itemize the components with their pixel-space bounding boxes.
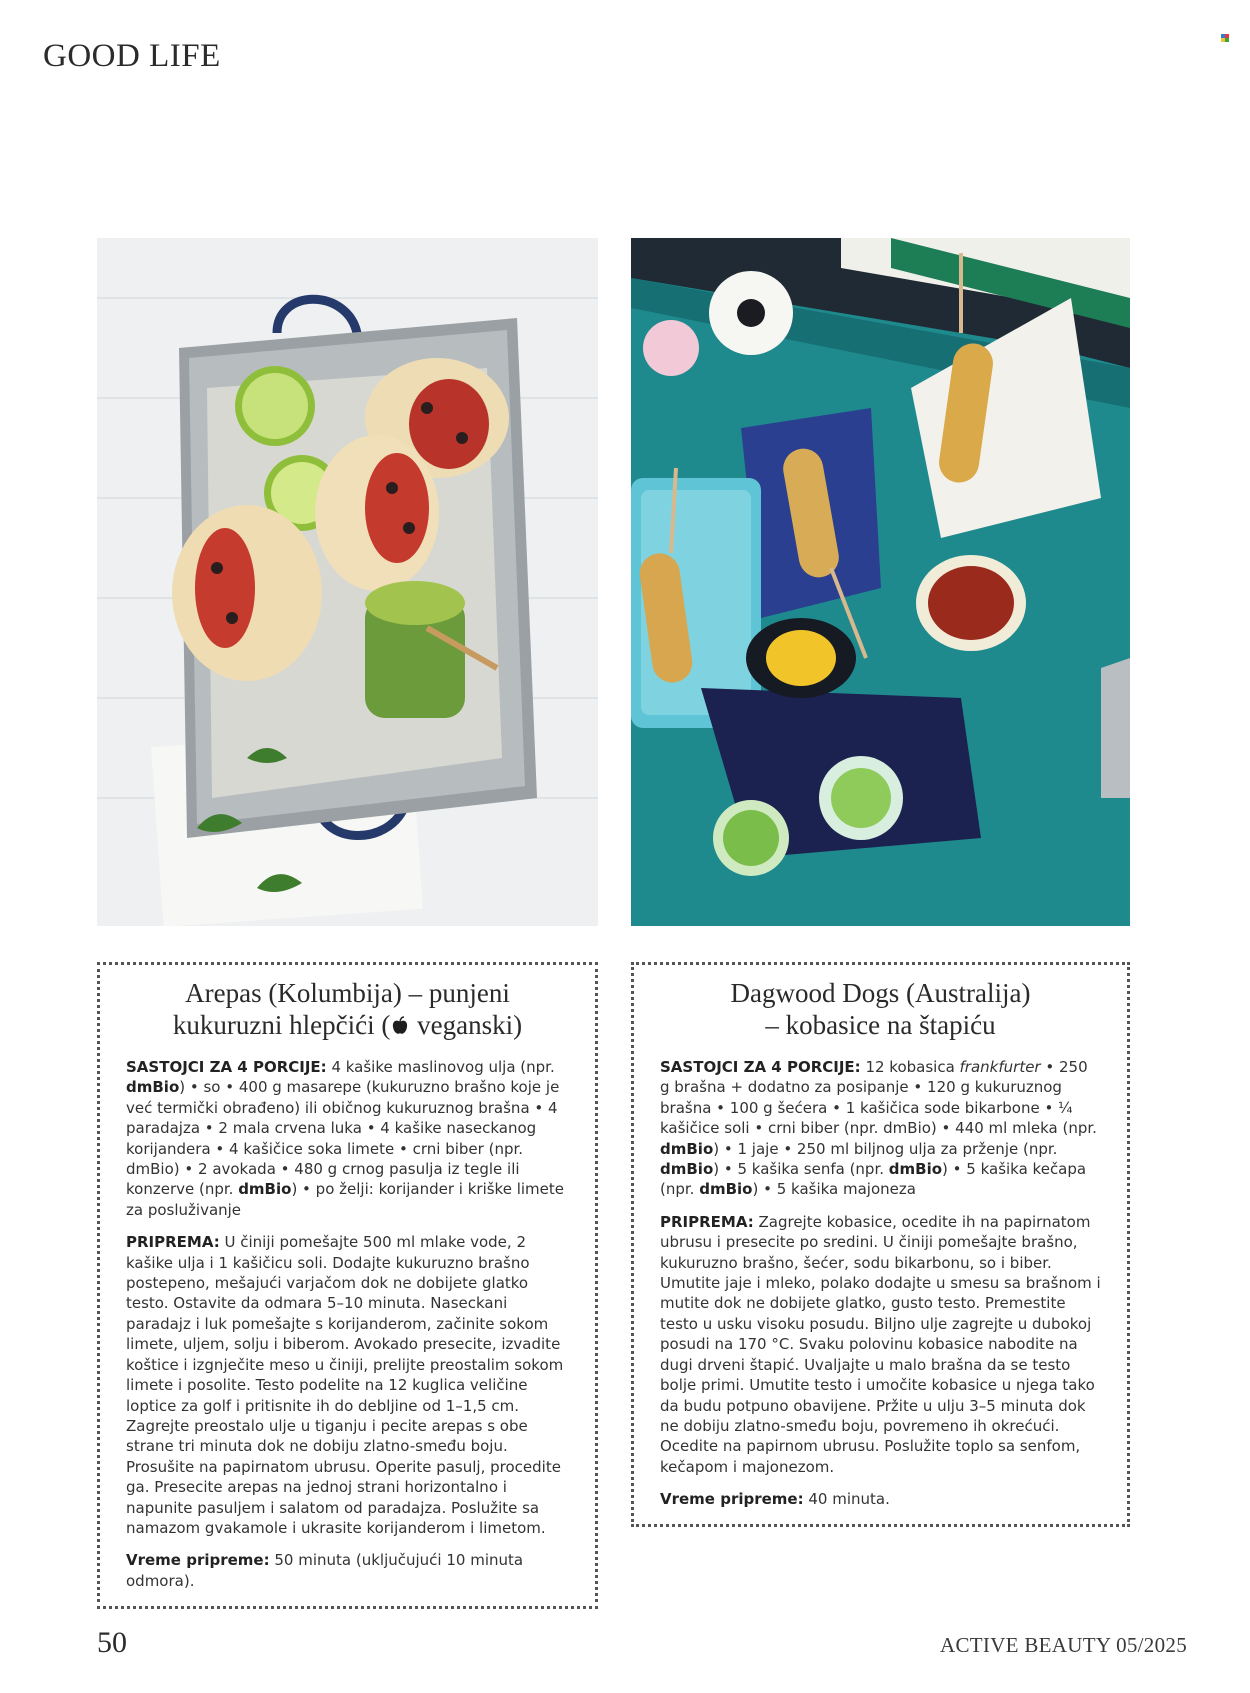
section-title: GOOD LIFE (43, 38, 221, 74)
recipe-title (660, 977, 1101, 1041)
ingredients-paragraph (126, 1057, 569, 1220)
prep-time-text: 50 minuta (uključujući 10 minuta odmora). (126, 1551, 524, 1590)
color-mark-icon (1221, 34, 1229, 42)
preparation-paragraph (660, 1212, 1101, 1477)
ingredients-text: ) • 5 kašika majoneza (752, 1180, 916, 1199)
preparation-paragraph (126, 1232, 569, 1538)
ingredients-text: ) • 1 jaje • 250 ml biljnog ulja za prženje (npr. (713, 1139, 1058, 1158)
preparation-text: U činiji pomešajte 500 ml mlake vode, 2 kašike ulja i 1 kašičicu soli. Dodajte kukuruzno brašno postepeno, mešajući varjačom dok ne dobijete glatko testo. Ostavite da odmara 5–10 minuta. Naseckani paradajz i luk pomešajte s korijanderom, začinite sokom limete, uljem, solju i biberom. Avokado presecite, izvadite koštice i izgnječite meso u činiji, prelijte preostalim sokom limete i posolite. Testo podelite na 12 kuglica veličine loptice za golf i pritisnite ih do debljine od 1–1,5 cm. Zagrejte preostalo ulje u tiganju i pecite arepas s obe strane tri minuta dok ne dobiju zlatno-smeđu boju. Prosušite na papirnatom ubrusu. Operite pasulj, procedite ga. Presecite arepas na jednoj strani horizontalno i napunite pasuljem i salatom od paradajza. Poslužite sa namazom gvakamole i ukrasite korijanderom i limetom. (126, 1233, 564, 1537)
recipe-title (126, 977, 569, 1041)
ingredients-text: ) • 5 kašika senfa (npr. (713, 1160, 889, 1179)
prep-time-text: 40 minuta. (803, 1490, 890, 1509)
page-number: 50 (97, 1626, 127, 1659)
prep-time-label: Vreme pripreme: (660, 1490, 804, 1509)
apple-icon (390, 1016, 410, 1036)
ingredients-text: ) • po želji: korijander i kriške limete za posluživanje (126, 1180, 564, 1219)
ingredients-label: SASTOJCI ZA 4 PORCIJE: (660, 1058, 861, 1076)
preparation-text: Zagrejte kobasice, ocedite ih na papirnatom ubrusu i presecite po sredini. U činiji pomešajte brašno, kukuruzno brašno, šećer, sodu bikarbonu, so i biber. Umutite jaje i mleko, polako dodajte u smesu sa brašnom i mutite dok ne dobijete glatko, gusto testo. Premestite testo u usku visoku posudu. Biljno ulje zagrejte u dubokoj posudi na 170 °C. Svaku polovinu kobasice nabodite na dugi drveni štapić. Uvaljajte u malo brašna da se testo bolje primi. Umutite testo i umočite kobasice u njega tako da budu potpuno obavijene. Pržite u ulju 3–5 minuta dok ne dobiju zlatno-smeđu boju, povremeno ih okrećući. Ocedite na papirnom ubrusu. Poslužite toplo sa senfom, kečapom i majonezom. (660, 1212, 1101, 1476)
ingredients-label: SASTOJCI ZA 4 PORCIJE: (126, 1058, 327, 1076)
prep-time-paragraph (126, 1550, 569, 1591)
ingredients-text: 12 kobasica (860, 1058, 960, 1076)
arepas-photo (97, 238, 598, 926)
brand-name: dmBio (660, 1139, 714, 1158)
prep-time-label: Vreme pripreme: (126, 1551, 270, 1570)
brand-name: dmBio (699, 1180, 753, 1199)
ingredients-italic: frankfurter (959, 1058, 1041, 1076)
brand-name: dmBio (888, 1160, 943, 1179)
ingredients-paragraph (660, 1057, 1101, 1200)
prep-time-paragraph (660, 1489, 1101, 1509)
recipe-title-line2: – kobasice na štapiću (765, 1010, 996, 1040)
ingredients-text: • 250 g brašna + dodatno za posipanje • 120 g kukuruznog brašna • 100 g šećera • 1 kašičica sode bikarbone • ¼ kašičice soli • crni biber (npr. dmBio) • 440 ml mleka (npr. (660, 1058, 1097, 1138)
recipe-title-line2-post: veganski) (410, 1010, 523, 1040)
preparation-label: PRIPREMA: (660, 1212, 754, 1231)
recipe-card-arepas (97, 962, 598, 1609)
brand-name: dmBio (126, 1078, 180, 1097)
recipe-title-line1: Dagwood Dogs (Australija) (730, 978, 1031, 1008)
dagwood-dogs-photo (631, 238, 1130, 926)
magazine-issue: ACTIVE BEAUTY 05/2025 (940, 1633, 1187, 1657)
recipe-title-line1: Arepas (Kolumbija) – punjeni (185, 978, 510, 1008)
ingredients-text: 4 kašike maslinovog ulja (npr. (326, 1058, 555, 1076)
recipe-card-dagwood-dogs (631, 962, 1130, 1527)
ingredients-text: ) • 5 kašika kečapa (npr. (660, 1160, 1087, 1199)
ingredients-text: ) • so • 400 g masarepe (kukuruzno brašno koje je već termički obrađeno) ili običnog kukuruznog brašna • 4 paradajza • 2 mala crvena luka • 4 kašike naseckanog korijandera • 4 kašičice soka limete • crni biber (npr. dmBio) • 2 avokada • 480 g crnog pasulja iz tegle ili konzerve (npr. (126, 1078, 560, 1199)
preparation-label: PRIPREMA: (126, 1233, 220, 1252)
brand-name: dmBio (660, 1160, 714, 1179)
recipe-title-line2-pre: kukuruzni hlepčići ( (172, 1010, 391, 1040)
brand-name: dmBio (238, 1180, 292, 1199)
